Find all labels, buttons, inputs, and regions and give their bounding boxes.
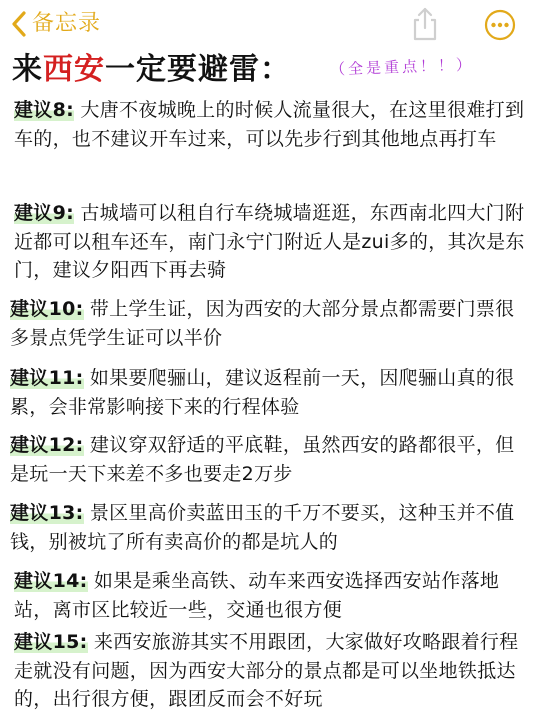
back-button[interactable] <box>8 8 101 40</box>
suggestion-item <box>10 499 525 556</box>
suggestion-tag: 建议15: <box>14 631 88 653</box>
suggestion-text: 带上学生证，因为西安的大部分景点都需要门票很多景点凭学生证可以半价 <box>10 298 515 349</box>
suggestion-text: 景区里高价卖蓝田玉的千万不要买，这种玉并不值钱，别被坑了所有卖高价的都是坑人的 <box>10 502 515 553</box>
note-title <box>12 50 291 90</box>
suggestion-item <box>10 431 525 488</box>
suggestion-tag: 建议13: <box>10 502 84 524</box>
page-title <box>12 50 291 90</box>
title-part-1: 来 <box>12 52 43 87</box>
chevron-left-icon <box>8 9 30 39</box>
suggestion-text: 大唐不夜城晚上的时候人流量很大，在这里很难打到车的，也不建议开车过来，可以先步行到其他地点再打车 <box>14 99 525 150</box>
suggestion-text: 来西安旅游其实不用跟团，大家做好攻略跟着行程走就没有问题，因为西安大部分的景点都是可以坐地铁抵达的，出行很方便，跟团反而会不好玩 <box>14 631 519 710</box>
suggestion-text: 古城墙可以租自行车绕城墙逛逛，东西南北四大门附近都可以租车还车，南门永宁门附近人是zui多的，其次是东门，建议夕阳西下再去骑 <box>14 202 525 281</box>
suggestion-tag: 建议8: <box>14 99 75 121</box>
suggestion-item <box>10 295 525 352</box>
suggestion-item <box>14 628 529 714</box>
suggestion-item <box>14 96 529 153</box>
suggestion-tag: 建议10: <box>10 298 84 320</box>
title-part-3: 一定要避雷： <box>105 52 291 87</box>
suggestion-tag: 建议11: <box>10 367 84 389</box>
suggestion-item <box>14 199 529 285</box>
suggestion-item <box>10 364 525 421</box>
suggestion-text: 如果要爬骊山，建议返程前一天，因爬骊山真的很累，会非常影响接下来的行程体验 <box>10 367 515 418</box>
title-city: 西安 <box>43 52 105 87</box>
share-icon[interactable] <box>410 6 440 42</box>
suggestion-text: 建议穿双舒适的平底鞋，虽然西安的路都很平，但是玩一天下来差不多也要走2万步 <box>10 434 515 485</box>
nav-bar <box>0 0 540 48</box>
handwritten-note: （全是重点！！） <box>329 55 475 79</box>
suggestion-text: 如果是乘坐高铁、动车来西安选择西安站作落地站，离市区比较近一些，交通也很方便 <box>14 570 500 621</box>
more-icon[interactable] <box>484 9 516 41</box>
suggestion-tag: 建议14: <box>14 570 88 592</box>
back-label: 备忘录 <box>32 11 102 36</box>
suggestion-tag: 建议9: <box>14 202 75 224</box>
suggestion-item <box>14 567 529 624</box>
suggestion-tag: 建议12: <box>10 434 84 456</box>
